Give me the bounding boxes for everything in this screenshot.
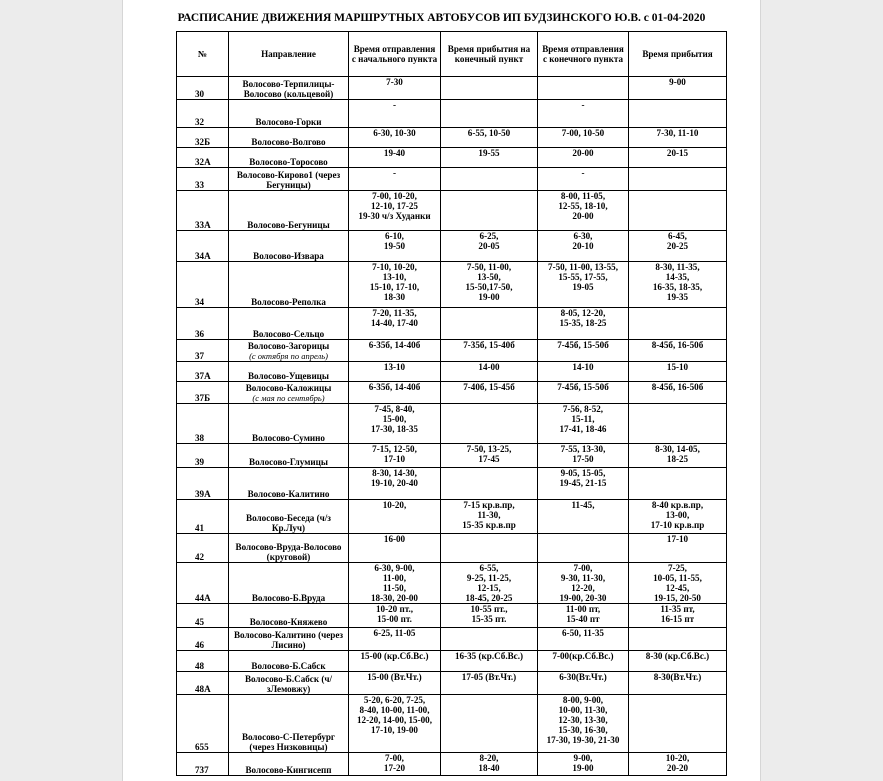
route-direction: [229, 651, 349, 672]
route-direction-text: Волосово-Кингисепп: [245, 765, 332, 775]
time-cell: 7-50, 11-00, 13-55, 15-55, 17-55, 19-05: [538, 262, 629, 308]
route-direction: [229, 262, 349, 308]
time-cell: 6-55, 10-50: [441, 128, 538, 148]
time-cell: 15-00 (кр.Сб.Вс.): [349, 651, 441, 672]
time-cell: 20-15: [629, 148, 727, 168]
time-cell: 6-35б, 14-40б: [349, 340, 441, 362]
route-direction-text: Волосово-С-Петербург (через Низковицы): [241, 732, 336, 752]
route-direction: [229, 100, 349, 128]
time-cell: 6-30, 9-00, 11-00, 11-50, 18-30, 20-00: [349, 563, 441, 604]
table-row: [177, 168, 727, 191]
time-cell: 8-45б, 16-50б: [629, 382, 727, 404]
route-season-note: (с октября по апрель): [249, 351, 328, 361]
time-cell: 10-20, 20-20: [629, 753, 727, 776]
header-arr-end: Время прибытия на конечный пункт: [441, 32, 538, 77]
time-cell: 8-30, 14-30, 19-10, 20-40: [349, 468, 441, 500]
route-direction-text: Волосово-Сельцо: [252, 329, 325, 339]
route-direction-text: Волосово-Бегуницы: [247, 220, 330, 230]
route-direction-text: Волосово-Калитино: [247, 489, 330, 499]
route-number: 37: [177, 340, 229, 362]
time-cell: 8-00, 11-05, 12-55, 18-10, 20-00: [538, 191, 629, 231]
route-direction-text: Волосово-Загорицы: [247, 341, 330, 351]
time-cell: [629, 100, 727, 128]
time-cell: 6-25, 11-05: [349, 628, 441, 651]
route-direction-text: Волосово-Горки: [255, 117, 322, 127]
time-cell: 14-00: [441, 362, 538, 382]
table-row: [177, 340, 727, 362]
route-direction-text: Волосово-Терпилицы-Волосово (кольцевой): [242, 79, 335, 99]
time-cell: 7-56, 8-52, 15-11, 17-41, 18-46: [538, 404, 629, 444]
route-direction-text: Волосово-Ущевицы: [247, 371, 330, 381]
route-direction-text: Волосово-Извара: [253, 251, 324, 261]
route-direction-text: Волосово-Калитино (через Лисино): [233, 630, 344, 650]
time-cell: -: [538, 168, 629, 191]
table-row: [177, 651, 727, 672]
route-direction: [229, 753, 349, 776]
time-cell: 7-30: [349, 77, 441, 100]
route-direction: [229, 231, 349, 262]
route-number: 32: [177, 100, 229, 128]
time-cell: 6-35б, 14-40б: [349, 382, 441, 404]
time-cell: 9-00: [629, 77, 727, 100]
time-cell: 16-00: [349, 534, 441, 563]
time-cell: -: [349, 168, 441, 191]
route-direction-text: Волосово-Реполка: [251, 297, 326, 307]
route-direction: [229, 308, 349, 340]
time-cell: 8-40 кр.в.пр, 13-00, 17-10 кр.в.пр: [629, 500, 727, 534]
time-cell: 14-10: [538, 362, 629, 382]
time-cell: 7-40б, 15-45б: [441, 382, 538, 404]
schedule-table: [176, 31, 727, 776]
route-number: 38: [177, 404, 229, 444]
route-number: 39: [177, 444, 229, 468]
time-cell: 7-45, 8-40, 15-00, 17-30, 18-35: [349, 404, 441, 444]
time-cell: 7-10, 10-20, 13-10, 15-10, 17-10, 18-30: [349, 262, 441, 308]
table-row: [177, 148, 727, 168]
route-number: 30: [177, 77, 229, 100]
route-direction-text: Волосово-Княжево: [249, 617, 328, 627]
time-cell: [629, 628, 727, 651]
time-cell: 7-15, 12-50, 17-10: [349, 444, 441, 468]
time-cell: 7-25, 10-05, 11-55, 12-45, 19-15, 20-50: [629, 563, 727, 604]
time-cell: 10-20 пт., 15-00 пт.: [349, 604, 441, 628]
time-cell: 9-00, 19-00: [538, 753, 629, 776]
route-number: 42: [177, 534, 229, 563]
table-row: [177, 231, 727, 262]
table-row: [177, 500, 727, 534]
time-cell: [441, 191, 538, 231]
time-cell: [538, 77, 629, 100]
route-number: 32Б: [177, 128, 229, 148]
time-cell: 6-50, 11-35: [538, 628, 629, 651]
route-direction-text: Волосово-Б.Сабск: [251, 661, 326, 671]
route-direction-text: Волосово-Торосово: [249, 157, 328, 167]
route-season-note: (с мая по сентябрь): [252, 393, 325, 403]
document-title: РАСПИСАНИЕ ДВИЖЕНИЯ МАРШРУТНЫХ АВТОБУСОВ ИП БУДЗИНСКОГО Ю.В. с 01-04-2020: [177, 12, 706, 24]
time-cell: [441, 468, 538, 500]
time-cell: 8-05, 12-20, 15-35, 18-25: [538, 308, 629, 340]
time-cell: 7-30, 11-10: [629, 128, 727, 148]
route-direction: [229, 404, 349, 444]
header-dep-start: Время отправления с начального пункта: [349, 32, 441, 77]
time-cell: [441, 100, 538, 128]
time-cell: 6-10, 19-50: [349, 231, 441, 262]
route-direction: [229, 77, 349, 100]
route-number: 36: [177, 308, 229, 340]
route-number: 34А: [177, 231, 229, 262]
time-cell: 7-50, 13-25, 17-45: [441, 444, 538, 468]
table-row: [177, 604, 727, 628]
time-cell: 6-55, 9-25, 11-25, 12-15, 18-45, 20-25: [441, 563, 538, 604]
time-cell: 10-55 пт., 15-35 пт.: [441, 604, 538, 628]
time-cell: 8-30 (кр.Сб.Вс.): [629, 651, 727, 672]
time-cell: 11-45,: [538, 500, 629, 534]
header-arr: Время прибытия: [629, 32, 727, 77]
time-cell: 8-30, 14-05, 18-25: [629, 444, 727, 468]
route-number: 37А: [177, 362, 229, 382]
route-number: 33А: [177, 191, 229, 231]
time-cell: 7-00(кр.Сб.Вс.): [538, 651, 629, 672]
time-cell: 5-20, 6-20, 7-25, 8-40, 10-00, 11-00, 12-20, 14-00, 15-00, 17-10, 19-00: [349, 695, 441, 753]
time-cell: [629, 468, 727, 500]
time-cell: 7-35б, 15-40б: [441, 340, 538, 362]
table-row: [177, 672, 727, 695]
route-direction-text: Волосово-Б.Вруда: [251, 593, 326, 603]
time-cell: 7-20, 11-35, 14-40, 17-40: [349, 308, 441, 340]
table-row: [177, 308, 727, 340]
table-row: [177, 77, 727, 100]
time-cell: 7-45б, 15-50б: [538, 340, 629, 362]
time-cell: [629, 191, 727, 231]
route-number: 655: [177, 695, 229, 753]
time-cell: [441, 77, 538, 100]
route-direction-text: Волосово-Сумино: [252, 433, 325, 443]
time-cell: 8-45б, 16-50б: [629, 340, 727, 362]
route-direction: [229, 191, 349, 231]
route-direction: [229, 563, 349, 604]
route-number: 41: [177, 500, 229, 534]
route-direction-text: Волосово-Каложицы: [245, 383, 332, 393]
route-direction-text: Волосово-Б.Сабск (ч/зЛемовжу): [244, 674, 333, 694]
time-cell: 13-10: [349, 362, 441, 382]
header-num: №: [177, 32, 229, 77]
route-direction-text: Волосово-Глумицы: [249, 457, 328, 467]
table-row: [177, 695, 727, 753]
table-row: [177, 128, 727, 148]
table-row: [177, 753, 727, 776]
table-row: [177, 262, 727, 308]
time-cell: [441, 308, 538, 340]
table-header-row: [177, 32, 727, 77]
route-number: 39А: [177, 468, 229, 500]
time-cell: -: [538, 100, 629, 128]
route-direction: [229, 695, 349, 753]
route-direction: [229, 168, 349, 191]
time-cell: 15-10: [629, 362, 727, 382]
time-cell: 8-30(Вт.Чт.): [629, 672, 727, 695]
time-cell: 7-00, 9-30, 11-30, 12-20, 19-00, 20-30: [538, 563, 629, 604]
route-direction: [229, 500, 349, 534]
time-cell: 8-20, 18-40: [441, 753, 538, 776]
time-cell: 7-45б, 15-50б: [538, 382, 629, 404]
route-direction-text: Волосово-Кирово1 (через Бегуницы): [236, 170, 341, 190]
time-cell: 16-35 (кр.Сб.Вс.): [441, 651, 538, 672]
document-page: [122, 0, 761, 781]
time-cell: 8-30, 11-35, 14-35, 16-35, 18-35, 19-35: [629, 262, 727, 308]
time-cell: 11-00 пт, 15-40 пт: [538, 604, 629, 628]
route-number: 45: [177, 604, 229, 628]
route-number: 48А: [177, 672, 229, 695]
route-number: 44А: [177, 563, 229, 604]
time-cell: 20-00: [538, 148, 629, 168]
time-cell: 10-20,: [349, 500, 441, 534]
time-cell: 11-35 пт, 16-15 пт: [629, 604, 727, 628]
table-row: [177, 628, 727, 651]
table-row: [177, 100, 727, 128]
route-number: 48: [177, 651, 229, 672]
time-cell: -: [349, 100, 441, 128]
table-row: [177, 444, 727, 468]
route-direction-text: Волосово-Волгово: [251, 137, 326, 147]
route-direction: [229, 444, 349, 468]
route-number: 37Б: [177, 382, 229, 404]
table-row: [177, 534, 727, 563]
time-cell: [441, 628, 538, 651]
route-direction: [229, 128, 349, 148]
time-cell: [629, 168, 727, 191]
time-cell: [629, 695, 727, 753]
time-cell: 6-25, 20-05: [441, 231, 538, 262]
table-row: [177, 404, 727, 444]
time-cell: 8-00, 9-00, 10-00, 11-30, 12-30, 13-30, 15-30, 16-30, 17-30, 19-30, 21-30: [538, 695, 629, 753]
time-cell: [441, 404, 538, 444]
table-row: [177, 563, 727, 604]
time-cell: 6-30, 20-10: [538, 231, 629, 262]
time-cell: 6-45, 20-25: [629, 231, 727, 262]
table-row: [177, 191, 727, 231]
time-cell: 7-50, 11-00, 13-50, 15-50,17-50, 19-00: [441, 262, 538, 308]
time-cell: [629, 404, 727, 444]
time-cell: [441, 168, 538, 191]
time-cell: [629, 308, 727, 340]
route-direction: [229, 628, 349, 651]
time-cell: 7-00, 17-20: [349, 753, 441, 776]
time-cell: 7-00, 10-20, 12-10, 17-25 19-30 ч/з Худанки: [349, 191, 441, 231]
time-cell: 9-05, 15-05, 19-45, 21-15: [538, 468, 629, 500]
route-direction: [229, 148, 349, 168]
time-cell: [441, 695, 538, 753]
table-row: [177, 382, 727, 404]
header-direction: Направление: [229, 32, 349, 77]
route-direction-text: Волосово-Вруда-Волосово (круговой): [235, 542, 342, 562]
route-direction: [229, 604, 349, 628]
route-direction-text: Волосово-Беседа (ч/з Кр.Луч): [246, 513, 331, 533]
table-row: [177, 468, 727, 500]
time-cell: 17-10: [629, 534, 727, 563]
route-direction: [229, 382, 349, 404]
time-cell: 7-55, 13-30, 17-50: [538, 444, 629, 468]
route-number: 46: [177, 628, 229, 651]
route-number: 33: [177, 168, 229, 191]
route-number: 32А: [177, 148, 229, 168]
time-cell: 15-00 (Вт.Чт.): [349, 672, 441, 695]
time-cell: 17-05 (Вт.Чт.): [441, 672, 538, 695]
route-direction: [229, 362, 349, 382]
table-row: [177, 362, 727, 382]
route-direction: [229, 468, 349, 500]
time-cell: 7-00, 10-50: [538, 128, 629, 148]
time-cell: 6-30(Вт.Чт.): [538, 672, 629, 695]
time-cell: [441, 534, 538, 563]
time-cell: 19-55: [441, 148, 538, 168]
route-direction: [229, 340, 349, 362]
time-cell: 19-40: [349, 148, 441, 168]
time-cell: [538, 534, 629, 563]
time-cell: 7-15 кр.в.пр, 11-30, 15-35 кр.в.пр: [441, 500, 538, 534]
route-direction: [229, 534, 349, 563]
header-dep-end: Время отправления с конечного пункта: [538, 32, 629, 77]
route-number: 34: [177, 262, 229, 308]
route-direction: [229, 672, 349, 695]
route-number: 737: [177, 753, 229, 776]
time-cell: 6-30, 10-30: [349, 128, 441, 148]
